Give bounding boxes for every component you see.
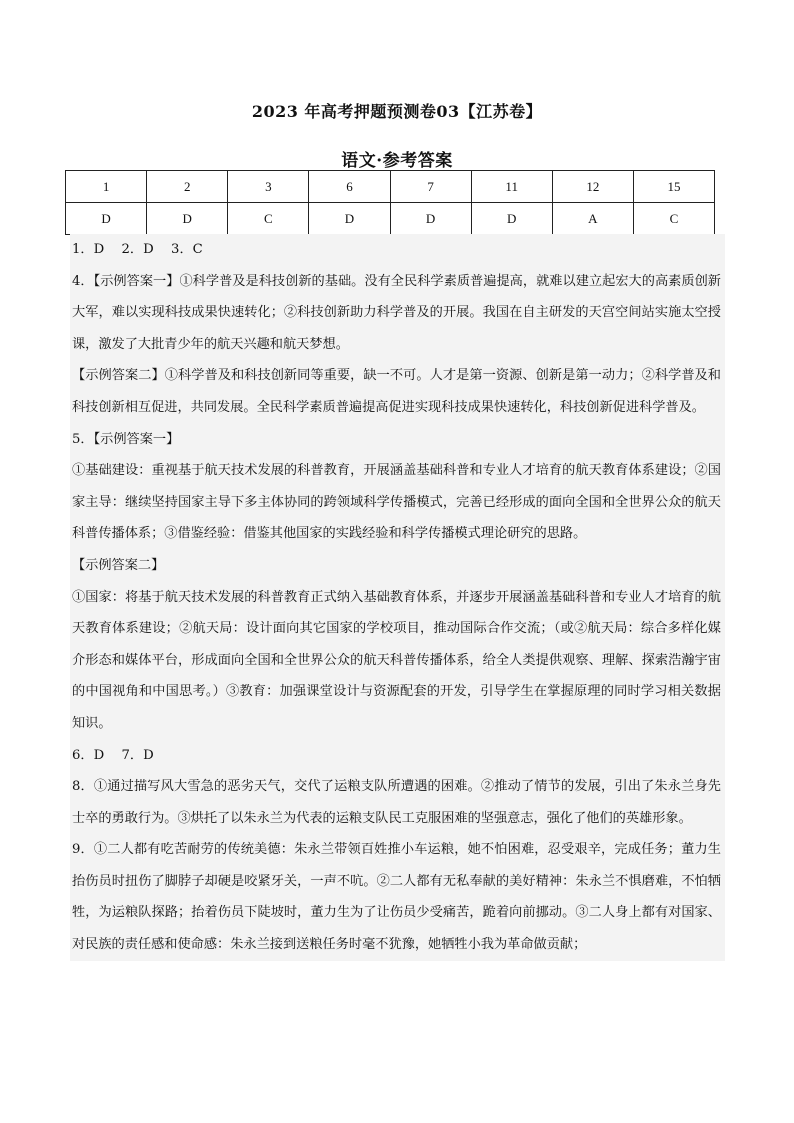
- answer-cell: C: [228, 203, 309, 235]
- answer-body: [70, 234, 725, 961]
- answer-paragraph: 9．①二人都有吃苦耐劳的传统美德：朱永兰带领百姓推小车运粮，她不怕困难，忍受艰辛，完成任务；董力生抬伤员时扭伤了脚脖子却硬是咬紧牙关，一声不吭。②二人都有无私奉献的美好精神：朱永兰不惧磨难，不怕牺牲，为运粮队探路；抬着伤员下陡坡时，董力生为了让伤员少受痛苦，跪着向前挪动。③二人身上都有对国家、对民族的责任感和使命感：朱永兰接到送粮任务时毫不犹豫，她牺牲小我为革命做贡献；: [72, 842, 721, 953]
- answer-table-answer-row: [66, 203, 715, 235]
- answer-paragraph: 【示例答案二】①科学普及和科技创新同等重要，缺一不可。人才是第一资源、创新是第一动力；②科学普及和科技创新相互促进，共同发展。全民科学素质普遍提高促进实现科技成果快速转化，科技创新促进科学普及。: [72, 368, 721, 415]
- question-number-cell: 3: [228, 171, 309, 203]
- answer-cell: D: [309, 203, 390, 235]
- answer-paragraph: 【示例答案二】: [72, 557, 165, 573]
- question-number-cell: 1: [66, 171, 147, 203]
- answer-paragraph: 4．【示例答案一】①科学普及是科技创新的基础。没有全民科学素质普遍提高，就难以建立起宏大的高素质创新大军，难以实现科技成果快速转化；②科技创新助力科学普及的开展。我国在自主研发的天宫空间站实施太空授课，激发了大批青少年的航天兴趣和航天梦想。: [72, 273, 721, 352]
- question-number-cell: 6: [309, 171, 390, 203]
- answer-cell: D: [390, 203, 471, 235]
- answer-cell: A: [552, 203, 633, 235]
- answer-cell: D: [66, 203, 147, 235]
- answer-cell: D: [147, 203, 228, 235]
- answer-table: [65, 170, 715, 235]
- answer-table-number-row: [66, 171, 715, 203]
- question-number-cell: 12: [552, 171, 633, 203]
- document-subtitle: 语文·参考答案: [341, 151, 453, 171]
- question-number-cell: 11: [471, 171, 552, 203]
- answer-paragraph: 5．【示例答案一】: [72, 431, 180, 447]
- document-title: 2023 年高考押题预测卷03【江苏卷】: [251, 102, 543, 121]
- answer-cell: D: [471, 203, 552, 235]
- answer-paragraph: ①国家：将基于航天技术发展的科普教育正式纳入基础教育体系，并逐步开展涵盖基础科普和专业人才培育的航天教育体系建设；②航天局：设计面向其它国家的学校项目，推动国际合作交流；（或②航天局：综合多样化媒介形态和媒体平台，形成面向全国和全世界公众的航天科普传播体系，给全人类提供观察、理解、探索浩瀚宇宙的中国视角和中国思考。）③教育：加强课堂设计与资源配套的开发，引导学生在掌握原理的同时学习相关数据知识。: [72, 589, 721, 731]
- question-number-cell: 2: [147, 171, 228, 203]
- answer-paragraph: 1．D 2．D 3．C: [72, 242, 203, 257]
- answer-paragraph: 6．D 7．D: [72, 747, 154, 763]
- answer-cell: C: [633, 203, 714, 235]
- question-number-cell: 7: [390, 171, 471, 203]
- answer-paragraph: 8．①通过描写风大雪急的恶劣天气，交代了运粮支队所遭遇的困难。②推动了情节的发展，引出了朱永兰身先士卒的勇敢行为。③烘托了以朱永兰为代表的运粮支队民工克服困难的坚强意志，强化了他们的英雄形象。: [72, 779, 721, 826]
- answer-paragraph: ①基础建设：重视基于航天技术发展的科普教育，开展涵盖基础科普和专业人才培育的航天教育体系建设；②国家主导：继续坚持国家主导下多主体协同的跨领域科学传播模式，完善已经形成的面向全国和全世界公众的航天科普传播体系；③借鉴经验：借鉴其他国家的实践经验和科学传播模式理论研究的思路。: [72, 463, 721, 542]
- question-number-cell: 15: [633, 171, 714, 203]
